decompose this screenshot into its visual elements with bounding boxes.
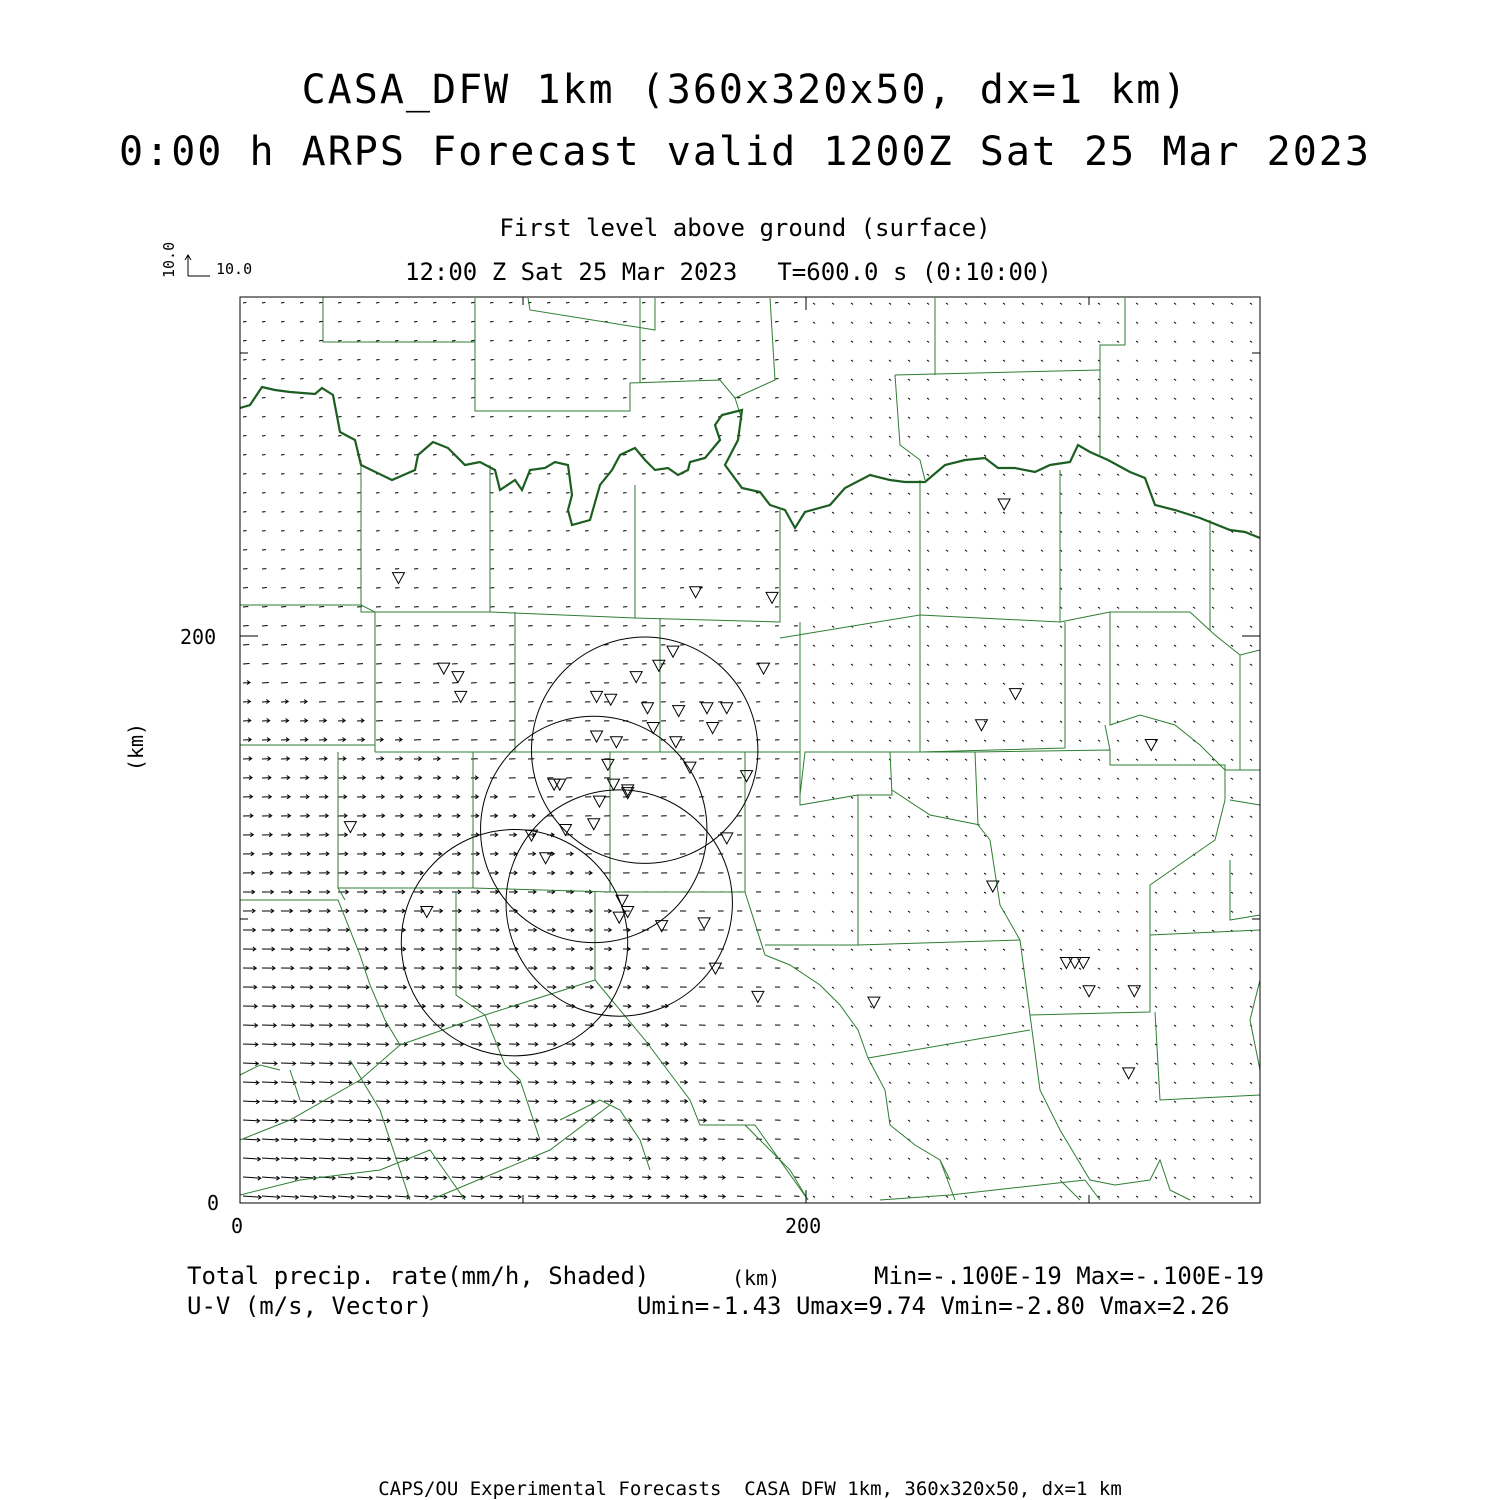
station-marker bbox=[593, 796, 605, 807]
station-marker bbox=[1077, 957, 1089, 968]
radar-range-ring bbox=[506, 790, 732, 1016]
station-marker bbox=[630, 672, 642, 683]
station-marker bbox=[591, 691, 603, 702]
vector-scale-vertical-label: 10.0 bbox=[160, 241, 178, 278]
station-marker bbox=[766, 592, 778, 603]
station-marker bbox=[392, 573, 404, 584]
legend-vector: U-V (m/s, Vector) bbox=[187, 1292, 433, 1320]
station-marker bbox=[667, 646, 679, 657]
station-marker bbox=[588, 819, 600, 830]
station-marker bbox=[721, 703, 733, 714]
x-tick-0: 0 bbox=[231, 1214, 244, 1238]
station-marker bbox=[591, 731, 603, 742]
footer-credit: CAPS/OU Experimental Forecasts CASA DFW 1km, 360x320x50, dx=1 km bbox=[378, 1478, 1122, 1500]
station-marker bbox=[1145, 740, 1157, 751]
station-marker bbox=[1060, 957, 1072, 968]
station-marker bbox=[455, 691, 467, 702]
vector-scale-key bbox=[185, 255, 210, 276]
station-marker bbox=[605, 694, 617, 705]
station-marker bbox=[647, 723, 659, 734]
station-marker bbox=[610, 737, 622, 748]
station-marker bbox=[452, 672, 464, 683]
vector-scale-horizontal-label: 10.0 bbox=[216, 260, 253, 278]
station-marker bbox=[701, 703, 713, 714]
station-marker bbox=[438, 663, 450, 674]
station-marker bbox=[642, 703, 654, 714]
station-marker bbox=[344, 822, 356, 833]
station-marker bbox=[975, 720, 987, 731]
legend-minmax-shaded: Min=-.100E-19 Max=-.100E-19 bbox=[874, 1262, 1265, 1290]
valid-time: 12:00 Z Sat 25 Mar 2023 bbox=[405, 258, 738, 286]
station-marker bbox=[1123, 1068, 1135, 1079]
county-lines bbox=[240, 297, 1260, 1200]
radar-range-ring bbox=[531, 637, 757, 863]
x-axis-label: (km) bbox=[732, 1266, 781, 1290]
wind-vectors bbox=[243, 302, 1252, 1199]
chart-title-line2: 0:00 h ARPS Forecast valid 1200Z Sat 25 Mar 2023 bbox=[119, 129, 1371, 175]
legend-shaded: Total precip. rate(mm/h, Shaded) bbox=[187, 1262, 650, 1290]
station-marker bbox=[602, 759, 614, 770]
station-marker bbox=[868, 997, 880, 1008]
station-marker bbox=[1083, 986, 1095, 997]
radar-range-rings bbox=[401, 637, 758, 1056]
y-tick-0: 0 bbox=[207, 1191, 220, 1215]
station-marker bbox=[998, 499, 1010, 510]
level-subtitle: First level above ground (surface) bbox=[499, 214, 991, 242]
station-marker bbox=[653, 660, 665, 671]
station-marker bbox=[608, 779, 620, 790]
model-time: T=600.0 s (0:10:00) bbox=[777, 258, 1052, 286]
station-marker bbox=[1069, 957, 1081, 968]
y-axis-label: (km) bbox=[124, 722, 149, 772]
chart-title-line1: CASA_DFW 1km (360x320x50, dx=1 km) bbox=[301, 67, 1189, 113]
state-border-red-river bbox=[240, 387, 1260, 538]
station-marker bbox=[758, 663, 770, 674]
station-marker bbox=[707, 723, 719, 734]
station-marker bbox=[1009, 689, 1021, 700]
station-marker bbox=[670, 737, 682, 748]
station-marker bbox=[698, 918, 710, 929]
x-tick-200: 200 bbox=[785, 1214, 822, 1238]
station-marker bbox=[1128, 986, 1140, 997]
wind-vector-field bbox=[243, 302, 1252, 1199]
station-marker bbox=[741, 771, 753, 782]
legend-minmax-vector: Umin=-1.43 Umax=9.74 Vmin=-2.80 Vmax=2.26 bbox=[637, 1292, 1230, 1320]
station-marker bbox=[752, 991, 764, 1002]
y-tick-200: 200 bbox=[180, 625, 217, 649]
station-marker bbox=[673, 706, 685, 717]
station-marker bbox=[613, 912, 625, 923]
